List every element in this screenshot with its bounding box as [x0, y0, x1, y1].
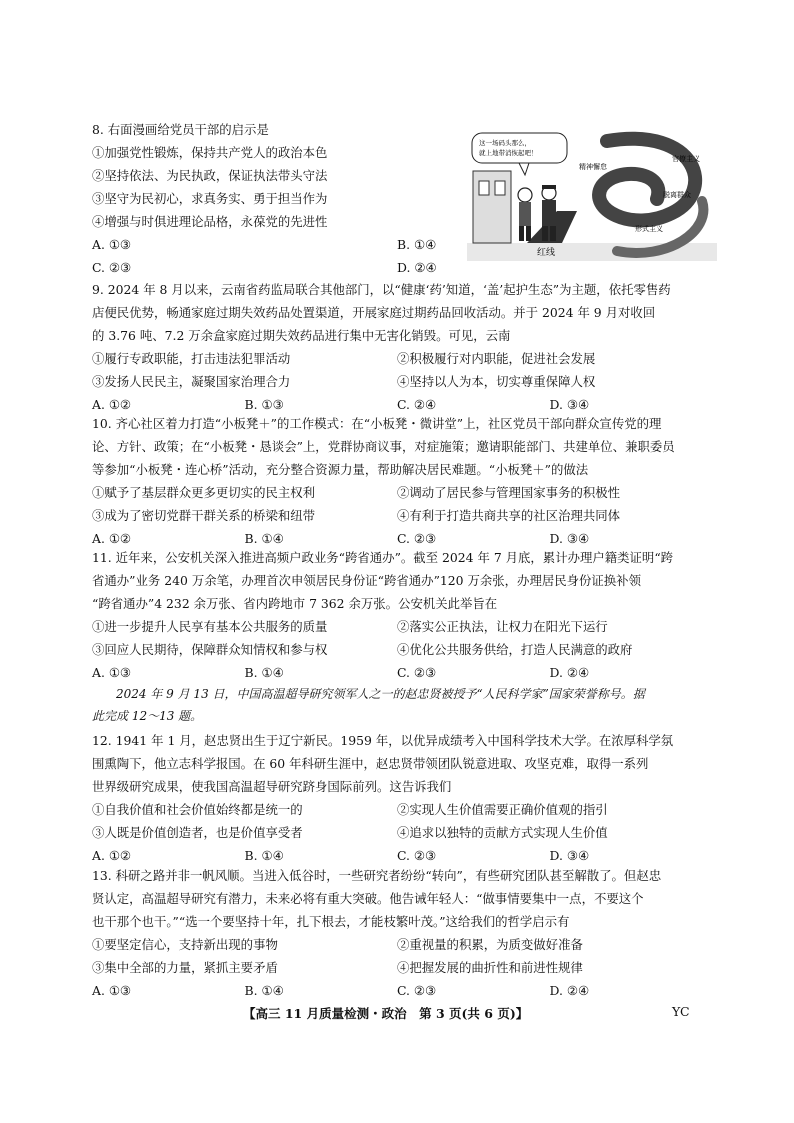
question-9-stem-line-2: 店便民优势，畅通家庭过期失效药品处置渠道，开展家庭过期药品回收活动。并于 2024 年 9 月对收回 [92, 305, 656, 320]
option-4: ④把握发展的曲折性和前进性规律 [397, 960, 583, 975]
question-12-stem-line-2: 围熏陶下，他立志科学报国。在 60 年科研生涯中，赵忠贤带领团队锐意进取、攻坚克难，取得一系列 [92, 756, 649, 771]
swirl-label-2: 享乐主义 [612, 153, 640, 161]
options-row-2 [92, 370, 702, 393]
question-11-stem-line-1: 11. 近年来，公安机关深入推进高频户政业务“跨省通办”。截至 2024 年 7 月底，累计办理户籍类证明“跨 [92, 550, 674, 565]
question-9-stem-line-3: 的 3.76 吨、7.2 万余盒家庭过期失效药品进行集中无害化销毁。可见，云南 [92, 328, 511, 343]
choices-row [92, 979, 702, 1002]
option-4: ④有利于打造共商共享的社区治理共同体 [397, 508, 621, 523]
swirl-label-5: 形式主义 [635, 225, 663, 233]
option-2: ②落实公正执法，让权力在阳光下运行 [397, 619, 608, 634]
footer-page-info: 【高三 11 月质量检测・政治 第 3 页(共 6 页)】 [243, 1006, 529, 1021]
choice-c[interactable]: C. ②③ [92, 260, 132, 275]
choice-b[interactable]: B. ①④ [244, 665, 284, 680]
choice-d[interactable]: D. ②④ [549, 983, 590, 998]
choice-c[interactable]: C. ②③ [397, 531, 437, 546]
options-row-1 [92, 347, 702, 370]
question-11-stem-line-3: “跨省通办”4 232 余万张、省内跨地市 7 362 余万张。公安机关此举旨在 [92, 596, 498, 611]
option-3: ③回应人民期待，保障群众知情权和参与权 [92, 642, 328, 657]
option-2: ②调动了居民参与管理国家事务的积极性 [397, 485, 621, 500]
footer-code: YC [672, 1004, 690, 1019]
choice-a[interactable]: A. ①③ [92, 983, 132, 998]
option-2: ②坚持依法、为民执政，保证执法带头守法 [92, 168, 328, 183]
question-12-stem-line-3: 世界级研究成果，使我国高温超导研究跻身国际前列。这告诉我们 [92, 779, 452, 794]
option-1: ①自我价值和社会价值始终都是统一的 [92, 802, 303, 817]
option-4: ④坚持以人为本，切实尊重保障人权 [397, 374, 596, 389]
intro-line-1: 2024 年 9 月 13 日，中国高温超导研究领军人之一的赵忠贤被授予“人民科学家”国家荣誉称号。据 [116, 687, 645, 701]
option-1: ①赋予了基层群众更多更切实的民主权利 [92, 485, 316, 500]
question-13-stem-line-2: 贤认定，高温超导研究有潜力，未来必将有重大突破。他告诫年轻人：“做事情要集中一点，不要这个 [92, 891, 644, 906]
choice-d[interactable]: D. ③④ [549, 397, 590, 412]
question-13-stem-line-3: 也干那个也干。”“选一个要坚持十年，扎下根去，才能枝繁叶茂。”这给我们的哲学启示有 [92, 914, 570, 929]
options-row-2 [92, 638, 702, 661]
choice-d[interactable]: D. ②④ [549, 665, 590, 680]
option-4: ④追求以独特的贡献方式实现人生价值 [397, 825, 608, 840]
choice-a[interactable]: A. ①② [92, 531, 132, 546]
options-row-1 [92, 615, 702, 638]
option-1: ①加强党性锻炼，保持共产党人的政治本色 [92, 145, 328, 160]
question-10-stem-line-1: 10. 齐心社区着力打造“小板凳＋”的工作模式：在“小板凳・微讲堂”上，社区党员干部向群众宣传党的理 [92, 416, 662, 431]
passage-intro [92, 683, 702, 727]
option-2: ②积极履行对内职能，促进社会发展 [397, 351, 596, 366]
svg-text:就上地带消恢起吧！: 就上地带消恢起吧！ [479, 149, 538, 157]
question-11 [92, 546, 702, 684]
road-label: 红线 [537, 248, 556, 258]
choice-b[interactable]: B. ①④ [244, 983, 284, 998]
choice-c[interactable]: C. ②④ [397, 397, 437, 412]
choice-b[interactable]: B. ①③ [244, 397, 284, 412]
option-3: ③成为了密切党群干群关系的桥梁和纽带 [92, 508, 316, 523]
question-11-stem-line-2: 省通办”业务 240 万余笔，办理首次申领居民身份证“跨省通办”120 万余张，办理居民身份证换补领 [92, 573, 641, 588]
choice-b[interactable]: B. ①④ [244, 848, 284, 863]
choice-a[interactable]: A. ①③ [92, 237, 132, 252]
choice-a[interactable]: A. ①② [92, 848, 132, 863]
choice-d[interactable]: D. ③④ [549, 531, 590, 546]
choice-d[interactable]: D. ②④ [397, 260, 437, 275]
option-3: ③发扬人民民主，凝聚国家治理合力 [92, 374, 291, 389]
question-12 [92, 729, 702, 867]
swirl-label-1: 精神懈怠 [579, 163, 607, 171]
question-13 [92, 864, 702, 1002]
option-4: ④优化公共服务供给，打造人民满意的政府 [397, 642, 633, 657]
swirl-label-4: 官僚主义 [672, 155, 700, 163]
option-3: ③坚守为民初心，求真务实、勇于担当作为 [92, 191, 328, 206]
option-4: ④增强与时俱进理论品格，永葆党的先进性 [92, 214, 328, 229]
options-row-2 [92, 956, 702, 979]
swirl-label-3: 脱离群众 [663, 191, 691, 199]
choice-c[interactable]: C. ②③ [397, 665, 437, 680]
question-12-stem-line-1: 12. 1941 年 1 月，赵忠贤出生于辽宁新民。1959 年，以优异成绩考入中国科学技术大学。在浓厚科学氛 [92, 733, 674, 748]
question-10 [92, 412, 702, 550]
svg-text:这一场码头那么，: 这一场码头那么， [479, 139, 531, 147]
option-2: ②实现人生价值需要正确价值观的指引 [397, 802, 608, 817]
cartoon-illustration [467, 131, 717, 261]
question-10-stem-line-3: 等参加“小板凳・连心桥”活动，充分整合资源力量，帮助解决居民难题。“小板凳＋”的做法 [92, 462, 589, 477]
options-row-1 [92, 933, 702, 956]
option-1: ①履行专政职能，打击违法犯罪活动 [92, 351, 291, 366]
question-9 [92, 278, 702, 416]
choice-b[interactable]: B. ①④ [397, 237, 437, 252]
intro-line-2: 此完成 12～13 题。 [92, 709, 203, 723]
options-row-2 [92, 821, 702, 844]
question-13-stem-line-1: 13. 科研之路并非一帆风顺。当进入低谷时，一些研究者纷纷“转向”，有些研究团队甚至解散了。但赵忠 [92, 868, 662, 883]
option-2: ②重视量的积累，为质变做好准备 [397, 937, 583, 952]
question-9-stem-line-1: 9. 2024 年 8 月以来，云南省药监局联合其他部门，以“健康‘药’知道，‘盖’起护生态”为主题，依托零售药 [92, 282, 671, 297]
option-1: ①进一步提升人民享有基本公共服务的质量 [92, 619, 328, 634]
choice-a[interactable]: A. ①③ [92, 665, 132, 680]
option-3: ③集中全部的力量，紧抓主要矛盾 [92, 960, 278, 975]
option-1: ①要坚定信心，支持新出现的事物 [92, 937, 278, 952]
question-8-stem: 8. 右面漫画给党员干部的启示是 [92, 122, 269, 137]
choice-a[interactable]: A. ①② [92, 397, 132, 412]
choice-d[interactable]: D. ③④ [549, 848, 590, 863]
options-row-1 [92, 798, 702, 821]
options-row-2 [92, 504, 702, 527]
question-10-stem-line-2: 论、方针、政策；在“小板凳・恳谈会”上，党群协商议事，对症施策；邀请职能部门、共建单位、兼职委员 [92, 439, 675, 454]
option-3: ③人既是价值创造者，也是价值享受者 [92, 825, 303, 840]
choice-c[interactable]: C. ②③ [397, 983, 437, 998]
choice-b[interactable]: B. ①④ [244, 531, 284, 546]
options-row-1 [92, 481, 702, 504]
choices-row [92, 661, 702, 684]
choice-c[interactable]: C. ②③ [397, 848, 437, 863]
